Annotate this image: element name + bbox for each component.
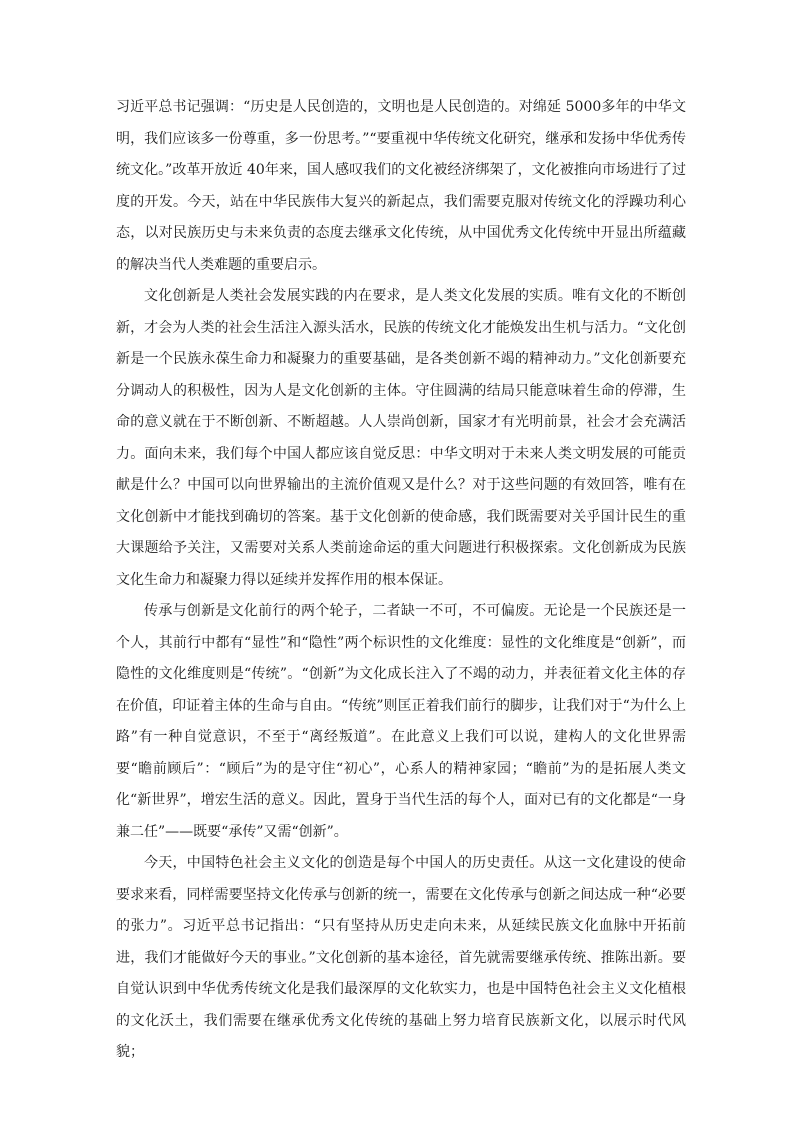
paragraph-2: 文化创新是人类社会发展实践的内在要求，是人类文化发展的实质。唯有文化的不断创新，才会为人类的社会生活注入源头活水，民族的传统文化才能焕发出生机与活力。“文化创新是一个民族永葆生命力和凝聚力的重要基础，是各类创新不竭的精神动力。”文化创新要充分调动人的积极性，因为人是文化创新的主体。守住圆满的结局只能意味着生命的停滞，生命的意义就在于不断创新、不断超越。人人崇尚创新，国家才有光明前景，社会才会充满活力。面向未来，我们每个中国人都应该自觉反思：中华文明对于未来人类文明发展的可能贡献是什么？中国可以向世界输出的主流价值观又是什么？对于这些问题的有效回答，唯有在文化创新中才能找到确切的答案。基于文化创新的使命感，我们既需要对关乎国计民生的重大课题给予关注，又需要对关系人类前途命运的重大问题进行积极探索。文化创新成为民族文化生命力和凝聚力得以延续并发挥作用的根本保证。 — [116, 288, 686, 588]
paragraph-4: 今天，中国特色社会主义文化的创造是每个中国人的历史责任。从这一文化建设的使命要求来看，同样需要坚持文化传承与创新的统一，需要在文化传承与创新之间达成一种“必要的张力”。习近平总书记指出：“只有坚持从历史走向未来，从延续民族文化血脉中开拓前进，我们才能做好今天的事业。”文化创新的基本途径，首先就需要继承传统、推陈出新。要自觉认识到中华优秀传统文化是我们最深厚的文化软实力，也是中国特色社会主义文化植根的文化沃土，我们需要在继承优秀文化传统的基础上努力培育民族新文化，以展示时代风貌； — [116, 855, 686, 1060]
paragraph-1: 习近平总书记强调：“历史是人民创造的，文明也是人民创造的。对绵延 5000多年的中华文明，我们应该多一份尊重，多一份思考。”“要重视中华传统文化研究，继承和发扬中华优秀传统文化。”改革开放近 40年来，国人感叹我们的文化被经济绑架了，文化被推向市场进行了过度的开发。今天，站在中华民族伟大复兴的新起点，我们需要克服对传统文化的浮躁功利心态，以对民族历史与未来负责的态度去继承文化传统，从中国优秀文化传统中开显出所蕴藏的解决当代人类难题的重要启示。 — [116, 99, 686, 273]
document-body — [116, 92, 686, 1069]
paragraph-3: 传承与创新是文化前行的两个轮子，二者缺一不可，不可偏废。无论是一个民族还是一个人，其前行中都有“显性”和“隐性”两个标识性的文化维度：显性的文化维度是“创新”，而隐性的文化维度则是“传统”。“创新”为文化成长注入了不竭的动力，并表征着文化主体的存在价值，印证着主体的生命与自由。“传统”则匡正着我们前行的脚步，让我们对于“为什么上路”有一种自觉意识，不至于“离经叛道”。在此意义上我们可以说，建构人的文化世界需要“瞻前顾后”：“顾后”为的是守住“初心”，心系人的精神家园；“瞻前”为的是拓展人类文化“新世界”，增宏生活的意义。因此，置身于当代生活的每个人，面对已有的文化都是“一身兼二任”——既要“承传”又需“创新”。 — [116, 603, 686, 840]
